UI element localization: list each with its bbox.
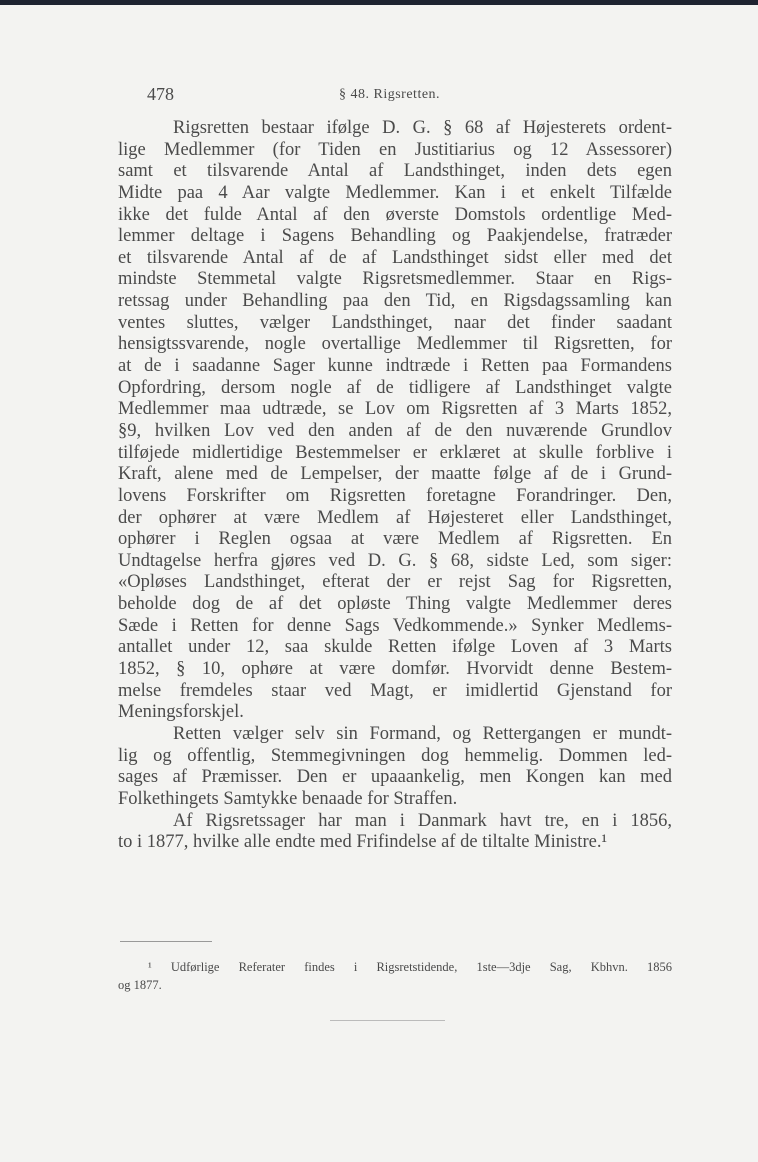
text-line: Af Rigsretssager har man i Danmark havt tre, en i 1856,: [173, 810, 672, 831]
footnote-divider: [120, 941, 212, 942]
body-text: [118, 118, 672, 854]
text-line: sages af Præmisser. Den er upaaankelig, men Kongen kan med: [118, 767, 672, 788]
text-line: lemmer deltage i Sagens Behandling og Paakjendelse, fratræder: [118, 226, 672, 247]
text-line: beholde dog de af det opløste Thing valgte Medlemmer deres: [118, 594, 672, 615]
page-end-rule: [330, 1020, 445, 1021]
text-line: «Opløses Landsthinget, efterat der er rejst Sag for Rigsretten,: [118, 572, 672, 593]
page-number: 478: [147, 84, 174, 104]
text-line: der ophører at være Medlem af Højesteret eller Landsthinget,: [118, 507, 672, 528]
text-line: mindste Stemmetal valgte Rigsretsmedlemmer. Staar en Rigs-: [118, 269, 672, 290]
footnote-line: ¹ Udførlige Referater findes i Rigsretstidende, 1ste—3dje Sag, Kbhvn. 1856: [148, 960, 672, 974]
text-line: Sæde i Retten for denne Sags Vedkommende.» Synker Medlems-: [118, 615, 672, 636]
text-line: Medlemmer maa udtræde, se Lov om Rigsretten af 3 Marts 1852,: [118, 399, 672, 420]
text-line: ikke det fulde Antal af den øverste Domstols ordentlige Med-: [118, 204, 672, 225]
text-line: §9, hvilken Lov ved den anden af de den nuværende Grundlov: [118, 420, 672, 441]
text-line: at de i saadanne Sager kunne indtræde i Retten paa Formandens: [118, 356, 672, 377]
text-line: Rigsretten bestaar ifølge D. G. § 68 af Højesterets ordent-: [173, 118, 672, 138]
text-line: lovens Forskrifter om Rigsretten foretagne Forandringer. Den,: [118, 485, 672, 506]
text-line: antallet under 12, saa skulde Retten ifølge Loven af 3 Marts: [118, 637, 672, 658]
text-line: tilføjede midlertidige Bestemmelser er erklæret at skulle forblive i: [118, 442, 672, 463]
text-line: Meningsforskjel.: [118, 702, 244, 723]
text-line: Kraft, alene med de Lempelser, der maatte følge af de i Grund-: [118, 464, 672, 485]
text-line: hensigtssvarende, nogle overtallige Medlemmer til Rigsretten, for: [118, 334, 672, 355]
footnote: [118, 958, 672, 994]
text-line: Midte paa 4 Aar valgte Medlemmer. Kan i et enkelt Tilfælde: [118, 182, 672, 203]
text-line: to i 1877, hvilke alle endte med Frifindelse af de tiltalte Ministre.¹: [118, 832, 607, 853]
text-line: ophører i Reglen ogsaa at være Medlem af Rigsretten. En: [118, 529, 672, 550]
text-line: ventes sluttes, vælger Landsthinget, naar det finder saadant: [118, 312, 672, 333]
text-line: Undtagelse herfra gjøres ved D. G. § 68, sidste Led, som siger:: [118, 550, 672, 571]
text-line: Opfordring, dersom nogle af de tidligere af Landsthinget valgte: [118, 377, 672, 398]
text-line: lig og offentlig, Stemmegivningen dog hemmelig. Dommen led-: [118, 745, 672, 766]
text-line: melse fremdeles staar ved Magt, er imidlertid Gjenstand for: [118, 680, 672, 701]
footnote-line: og 1877.: [118, 978, 162, 992]
scan-top-border: [0, 0, 758, 5]
text-line: et tilsvarende Antal af de af Landsthinget sidst eller med det: [118, 247, 672, 268]
text-line: retssag under Behandling paa den Tid, en Rigsdagssamling kan: [118, 291, 672, 312]
text-line: lige Medlemmer (for Tiden en Justitiarius og 12 Assessorer): [118, 139, 672, 160]
text-line: 1852, § 10, ophøre at være domfør. Hvorvidt denne Bestem-: [118, 659, 672, 680]
running-head: § 48. Rigsretten.: [339, 87, 441, 102]
text-line: Retten vælger selv sin Formand, og Rettergangen er mundt-: [173, 723, 672, 744]
text-line: samt et tilsvarende Antal af Landsthinget, inden dets egen: [118, 161, 672, 182]
text-line: Folkethingets Samtykke benaade for Straffen.: [118, 788, 458, 809]
